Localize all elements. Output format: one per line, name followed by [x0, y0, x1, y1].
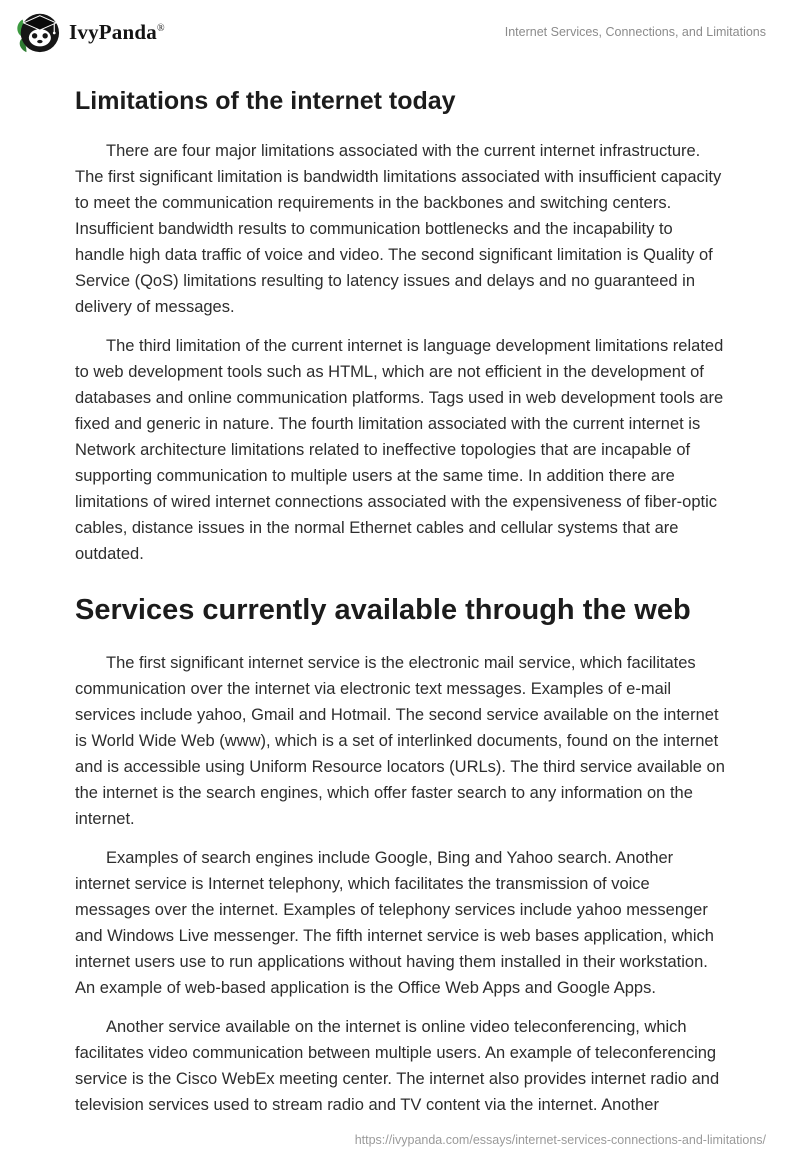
registered-trademark: ®: [156, 22, 165, 34]
paragraph-services-1: The first significant internet service is the electronic mail service, which facilitates communication over the internet via electronic text messages. Examples of e-mail services include yahoo, Gmail and Hotmail. The second service available on the internet is World Wide Web (www), which is a set of interlinked documents, found on the internet and is accessible using Uniform Resource locators (URLs). The third service available on the internet is the search engines, which offer faster search to any information on the internet.: [75, 653, 725, 828]
brand-text: IvyPanda: [69, 19, 157, 44]
paragraph-services-2: Examples of search engines include Google, Bing and Yahoo search. Another internet service is Internet telephony, which facilitates the transmission of voice messages over the internet. Examples of telephony services include yahoo messenger and Windows Live messenger. The fifth internet service is web bases application, which internet users use to run applications without having them installed in their workstation. An example of web-based application is the Office Web Apps and Google Apps.: [75, 848, 714, 997]
brand-row: [14, 9, 165, 55]
brand-name: [69, 20, 165, 45]
ivypanda-panda-graduation-logo-icon: [14, 9, 60, 55]
section-heading-services: Services currently available through the web: [75, 594, 691, 626]
source-url: https://ivypanda.com/essays/internet-services-connections-and-limitations/: [354, 1133, 766, 1147]
page-header: [0, 0, 800, 56]
paragraph-limitations-2: The third limitation of the current internet is language development limitations related to web development tools such as HTML, which are not efficient in the development of databases and online communication platforms. Tags used in web development tools are fixed and generic in nature. The fourth limitation associated with the current internet is Network architecture limitations related to ineffective topologies that are incapable of supporting communication to multiple users at the same time. In addition there are limitations of wired internet connections associated with the expensiveness of fiber-optic cables, distance issues in the normal Ethernet cables and cellular systems that are outdated.: [75, 337, 724, 563]
paragraph-services-3: Another service available on the internet is online video teleconferencing, which facilitates video communication between multiple users. An example of teleconferencing service is the Cisco WebEx meeting center. The internet also provides internet radio and television services used to stream radio and TV content via the internet. Another: [75, 1017, 720, 1114]
document-content: [0, 86, 800, 1118]
section-heading-limitations: Limitations of the internet today: [75, 87, 456, 115]
paragraph-limitations-1: There are four major limitations associated with the current internet infrastructure. The first significant limitation is bandwidth limitations associated with insufficient capacity to meet the communication requirements in the backbones and switching centers. Insufficient bandwidth results to communication bottlenecks and the incapability to handle high data traffic of voice and video. The second significant limitation is Quality of Service (QoS) limitations resulting to latency issues and delays and no guaranteed in delivery of messages.: [75, 142, 722, 316]
document-title: Internet Services, Connections, and Limitations: [504, 25, 766, 39]
